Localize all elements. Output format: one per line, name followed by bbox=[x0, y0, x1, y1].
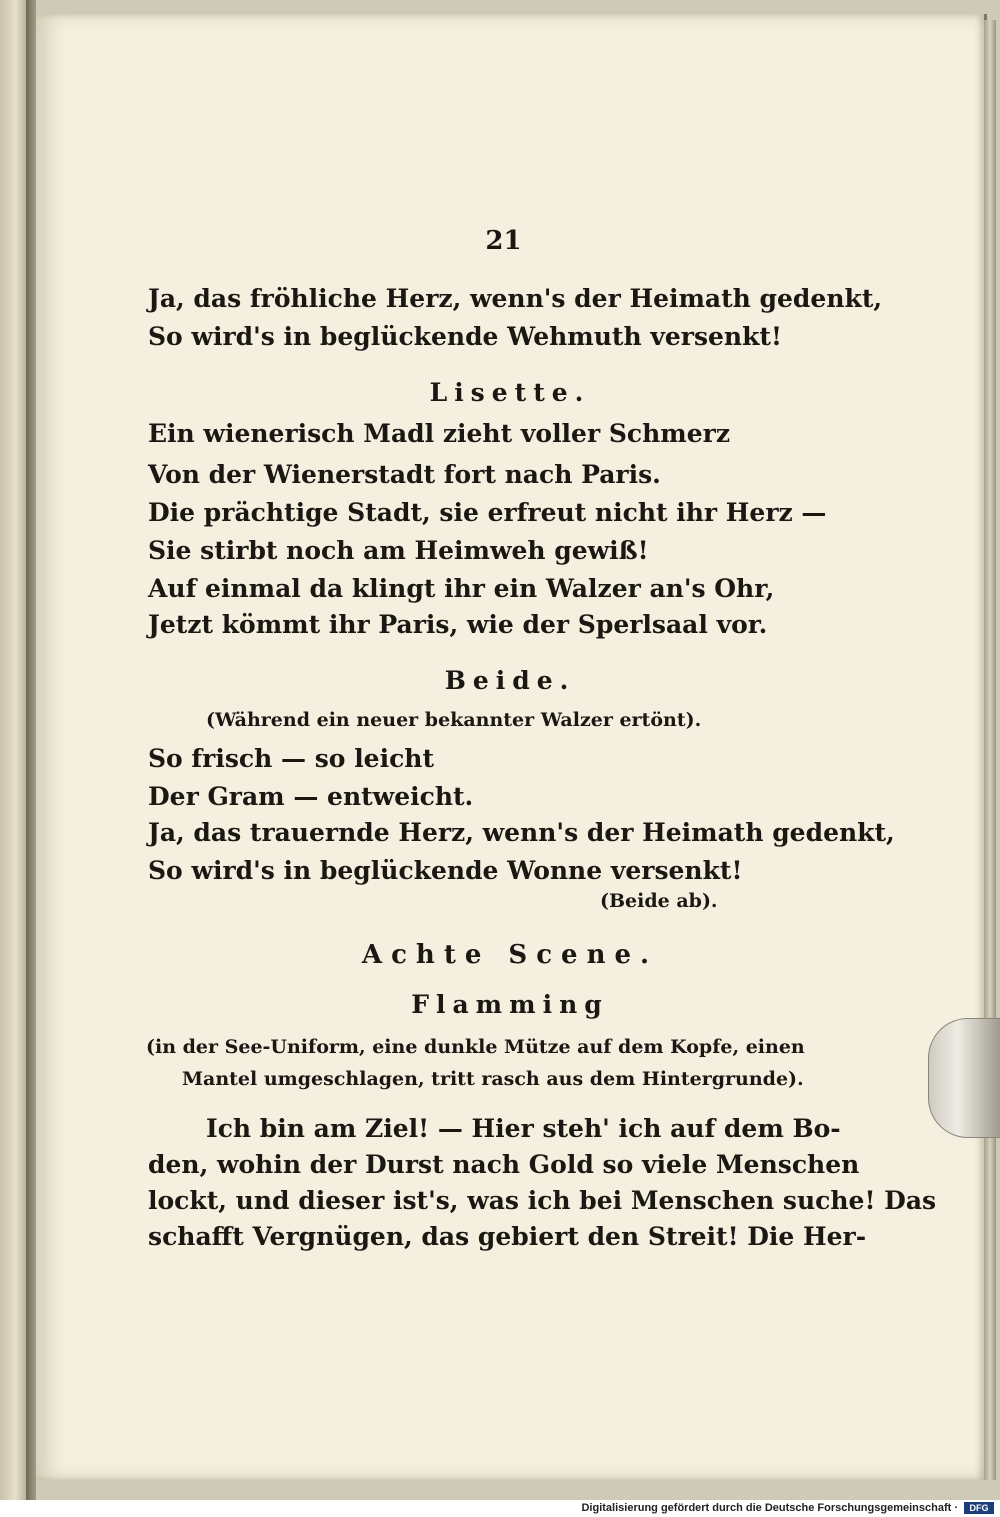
verse-line: Der Gram — entweicht. bbox=[148, 782, 474, 811]
stage-direction: Mantel umgeschlagen, tritt rasch aus dem Hintergrunde). bbox=[182, 1068, 804, 1090]
left-page-edge bbox=[0, 0, 26, 1500]
digitization-footer bbox=[0, 1500, 1000, 1517]
footer-credit: Digitalisierung gefördert durch die Deutsche Forschungsgemeinschaft · bbox=[581, 1502, 958, 1514]
verse-line: So wird's in beglückende Wehmuth versenkt! bbox=[148, 322, 782, 351]
book-spine bbox=[26, 0, 36, 1500]
stage-direction: (Beide ab). bbox=[600, 890, 718, 912]
prose-line: Ich bin am Ziel! — Hier steh' ich auf dem Bo- bbox=[206, 1114, 841, 1143]
scene-heading: Achte Scene. bbox=[361, 940, 659, 970]
verse-line: Von der Wienerstadt fort nach Paris. bbox=[148, 460, 661, 489]
verse-line: Die prächtige Stadt, sie erfreut nicht ihr Herz — bbox=[148, 498, 827, 527]
prose-line: lockt, und dieser ist's, was ich bei Menschen suche! Das bbox=[148, 1186, 937, 1215]
speaker-name: Flamming bbox=[411, 990, 609, 1019]
dfg-logo: DFG bbox=[964, 1502, 994, 1514]
verse-line: Auf einmal da klingt ihr ein Walzer an's Ohr, bbox=[148, 574, 775, 603]
verse-line: So wird's in beglückende Wonne versenkt! bbox=[148, 856, 743, 885]
verse-line: Ja, das trauernde Herz, wenn's der Heimath gedenkt, bbox=[148, 818, 895, 847]
page-edge bbox=[984, 20, 996, 1480]
verse-line: So frisch — so leicht bbox=[148, 744, 435, 773]
stage-direction: (in der See-Uniform, eine dunkle Mütze auf dem Kopfe, einen bbox=[146, 1036, 805, 1058]
verse-line: Jetzt kömmt ihr Paris, wie der Sperlsaal vor. bbox=[148, 610, 768, 639]
verse-line: Ja, das fröhliche Herz, wenn's der Heimath gedenkt, bbox=[148, 284, 883, 313]
verse-line: Ein wienerisch Madl zieht voller Schmerz bbox=[148, 419, 731, 448]
page-number: 21 bbox=[485, 226, 522, 256]
verse-line: Sie stirbt noch am Heimweh gewiß! bbox=[148, 536, 649, 565]
prose-line: den, wohin der Durst nach Gold so viele Menschen bbox=[148, 1150, 860, 1179]
stage-direction: (Während ein neuer bekannter Walzer ertönt). bbox=[206, 709, 702, 731]
speaker-name: Beide. bbox=[444, 666, 576, 695]
speaker-name: Lisette. bbox=[429, 378, 591, 407]
page-clip bbox=[928, 1018, 1000, 1138]
prose-line: schafft Vergnügen, das gebiert den Streit! Die Her- bbox=[148, 1222, 867, 1251]
book-page bbox=[36, 14, 987, 1480]
